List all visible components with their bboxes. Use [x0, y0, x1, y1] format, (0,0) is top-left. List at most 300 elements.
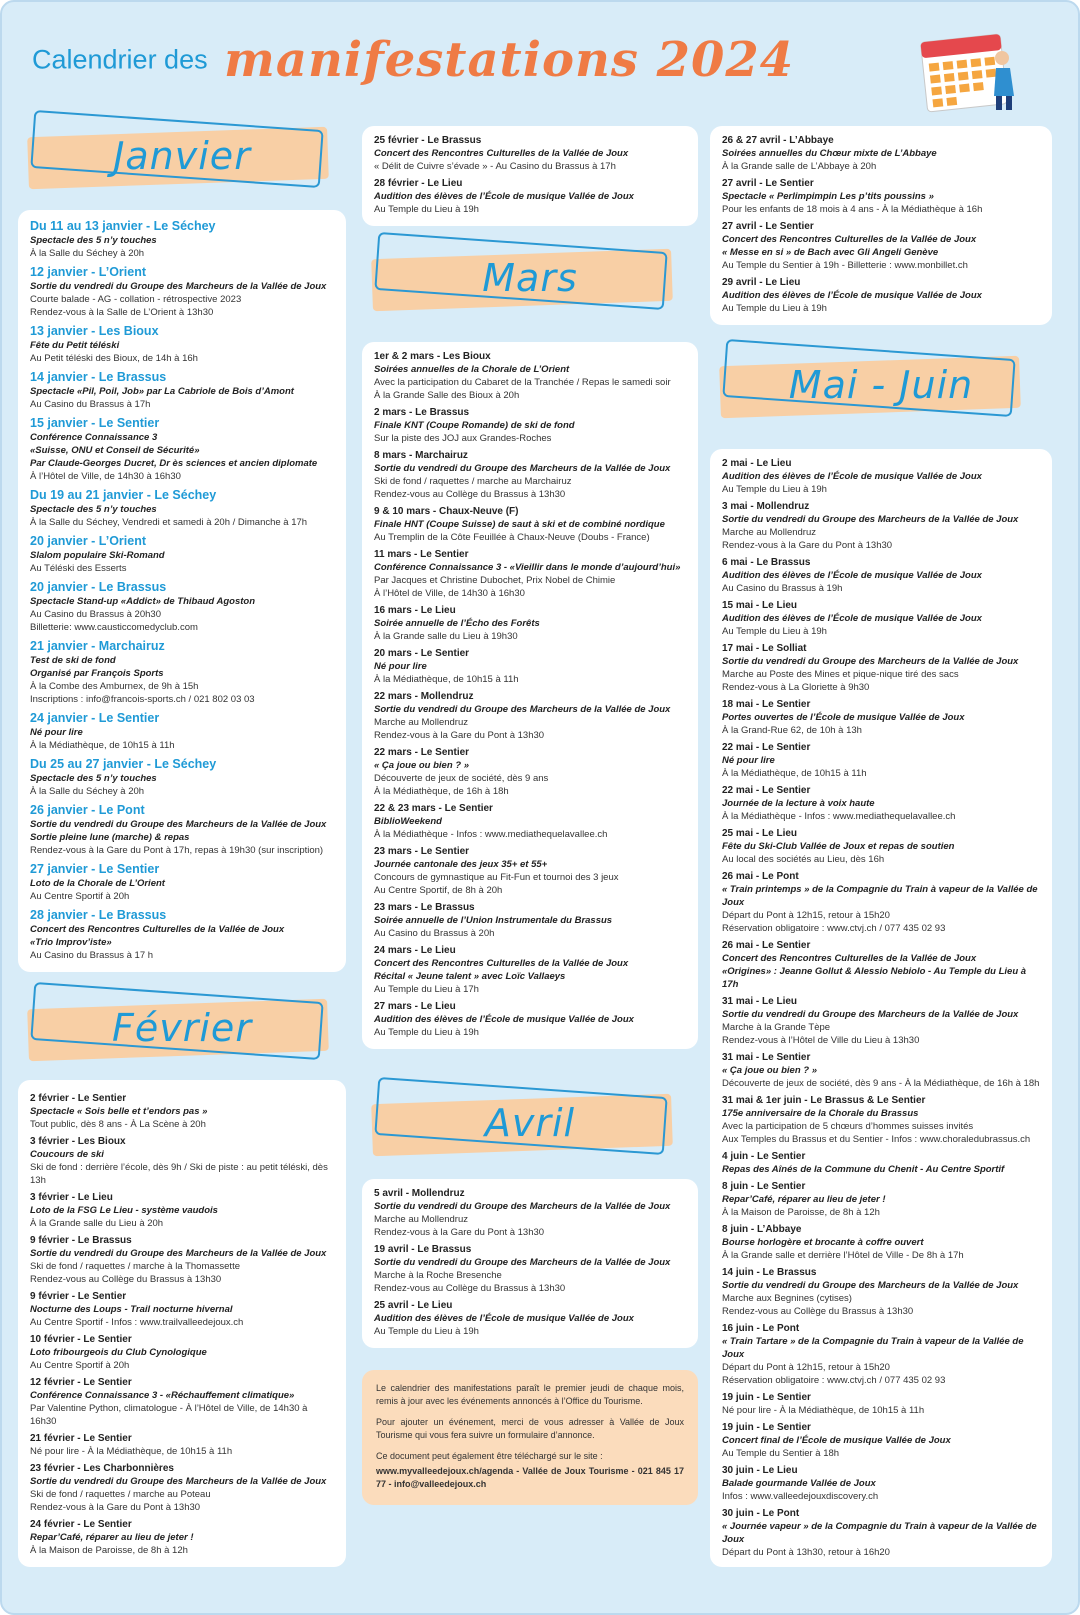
event-date: 23 mars - Le Brassus	[374, 902, 475, 913]
event-date: 26 mai - Le Sentier	[722, 940, 811, 951]
event-date: 11 mars - Le Sentier	[374, 549, 469, 560]
event-detail: À l’Hôtel de Ville, de 14h30 à 16h30	[30, 471, 181, 482]
event-title: Balade gourmande Vallée de Joux	[722, 1478, 876, 1489]
event-date: 22 & 23 mars - Le Sentier	[374, 803, 493, 814]
event-detail: Au Casino du Brassus à 20h	[374, 928, 495, 939]
event-date: 31 mai - Le Lieu	[722, 996, 798, 1007]
event-title: Conférence Connaissance 3 - «Vieillir dans le monde d’aujourd’hui»	[374, 562, 681, 573]
event-detail: Au Temple du Lieu à 19h	[374, 204, 479, 215]
event-detail: Marche au Mollendruz	[374, 1214, 468, 1225]
event-title: Sortie pleine lune (marche) & repas	[30, 832, 190, 843]
event-detail: Par Jacques et Christine Dubochet, Prix Nobel de Chimie	[374, 575, 616, 586]
event-detail: Au Temple du Lieu à 19h	[722, 303, 827, 314]
event-title: « Messe en si » de Bach avec Gli Angeli Genève	[722, 247, 939, 258]
event-title: Fête du Ski-Club Vallée de Joux et repas de soutien	[722, 841, 955, 852]
event-detail: Au Petit téléski des Bioux, de 14h à 16h	[30, 353, 198, 364]
event-detail: Découverte de jeux de société, dès 9 ans - À la Médiathèque, de 16h à 18h	[722, 1078, 1040, 1089]
event-date: 27 avril - Le Sentier	[722, 178, 814, 189]
event-title: Spectacle des 5 n’y touches	[30, 235, 157, 246]
info-contacts: www.myvalleedejoux.ch/agenda - Vallée de Joux Tourisme - 021 845 17 77 - info@valleedejoux.ch	[376, 1466, 684, 1489]
event-detail: Ski de fond / raquettes / marche au Marchairuz	[374, 476, 572, 487]
event-detail: Tout public, dès 8 ans - À La Scène à 20h	[30, 1119, 206, 1130]
event-detail: Rendez-vous à la Salle de L’Orient à 13h30	[30, 307, 214, 318]
event-item	[374, 1243, 686, 1295]
event-date: 10 février - Le Sentier	[30, 1334, 132, 1345]
event-title: « Train Tartare » de la Compagnie du Train à vapeur de la Vallée de Joux	[722, 1336, 1024, 1360]
event-title: Audition des élèves de l’École de musique Vallée de Joux	[374, 191, 634, 202]
event-title: Spectacle des 5 n’y touches	[30, 504, 157, 515]
event-detail: À la Grande salle de L’Abbaye à 20h	[722, 161, 877, 172]
event-item	[722, 741, 1040, 780]
event-date: 29 avril - Le Lieu	[722, 277, 801, 288]
event-detail: Au Casino du Brassus à 20h30	[30, 609, 161, 620]
event-detail: À la Grande Salle des Bioux à 20h	[374, 390, 520, 401]
event-date: 4 juin - Le Sentier	[722, 1151, 806, 1162]
event-date: 15 mai - Le Lieu	[722, 600, 798, 611]
event-item	[722, 1391, 1040, 1417]
event-date: 20 janvier - L’Orient	[30, 534, 147, 548]
event-date: 26 janvier - Le Pont	[30, 803, 145, 817]
event-detail: À la Salle du Séchey, Vendredi et samedi à 20h / Dimanche à 17h	[30, 517, 308, 528]
event-detail: Né pour lire - À la Médiathèque, de 10h15 à 11h	[30, 1446, 233, 1457]
event-detail: Ski de fond / raquettes / marche au Poteau	[30, 1489, 211, 1500]
month-banner-mai-juin	[710, 339, 1052, 429]
event-title: Sortie du vendredi du Groupe des Marcheurs de la Vallée de Joux	[374, 1201, 671, 1212]
event-date: Du 11 au 13 janvier - Le Séchey	[30, 219, 216, 233]
event-detail: À la Médiathèque - Infos : www.mediathequelavallee.ch	[374, 829, 608, 840]
event-item	[722, 1464, 1040, 1503]
event-date: 24 mars - Le Lieu	[374, 945, 456, 956]
event-title: Slalom populaire Ski-Romand	[30, 550, 165, 561]
event-title: Audition des élèves de l’École de musique Vallée de Joux	[374, 1014, 634, 1025]
event-date: 3 mai - Mollendruz	[722, 501, 810, 512]
event-title: «Origines» : Jeanne Gollut & Alessio Nebiolo - Au Temple du Lieu à 17h	[722, 966, 1027, 990]
event-item	[30, 638, 334, 706]
event-title: Spectacle « Perlimpimpin Les p’tits poussins »	[722, 191, 934, 202]
event-title: Né pour lire	[374, 661, 427, 672]
event-date: 31 mai - Le Sentier	[722, 1052, 811, 1063]
event-item	[30, 756, 334, 798]
event-detail: Ski de fond : derrière l’école, dès 9h / Ski de piste : au petit téléski, dès 13h	[30, 1162, 328, 1186]
event-item	[722, 134, 1040, 173]
event-title: Audition des élèves de l’École de musique Vallée de Joux	[722, 613, 982, 624]
event-item	[722, 556, 1040, 595]
event-detail: Au Casino du Brassus à 17h	[30, 399, 151, 410]
event-date: 27 avril - Le Sentier	[722, 221, 814, 232]
event-detail: Au Temple du Lieu à 19h	[374, 1326, 479, 1337]
event-item	[722, 276, 1040, 315]
event-detail: Marche à la Roche Bresenche	[374, 1270, 502, 1281]
event-title: Finale KNT (Coupe Romande) de ski de fond	[374, 420, 575, 431]
event-detail: Au Casino du Brassus à 19h	[722, 583, 843, 594]
event-date: 25 mai - Le Lieu	[722, 828, 798, 839]
event-date: 22 mai - Le Sentier	[722, 785, 811, 796]
event-title: Sortie du vendredi du Groupe des Marcheurs de la Vallée de Joux	[722, 514, 1019, 525]
event-title: Soirée annuelle de l’Écho des Forêts	[374, 618, 540, 629]
event-detail: À la Salle du Séchey à 20h	[30, 248, 145, 259]
event-date: 17 mai - Le Solliat	[722, 643, 807, 654]
event-title: Concert des Rencontres Culturelles de la Vallée de Joux	[374, 958, 629, 969]
event-detail: Départ du Pont à 13h30, retour à 16h20	[722, 1547, 890, 1558]
event-title: «Trio Improv’iste»	[30, 937, 112, 948]
event-detail: Au Temple du Lieu à 19h	[722, 626, 827, 637]
event-title: Né pour lire	[722, 755, 775, 766]
event-date: 16 juin - Le Pont	[722, 1323, 800, 1334]
column-3	[710, 126, 1052, 1567]
event-item	[374, 505, 686, 544]
event-date: 2 février - Le Sentier	[30, 1093, 127, 1104]
event-detail: Rendez-vous au Collège du Brassus à 13h30	[30, 1274, 222, 1285]
event-detail: Au Centre Sportif à 20h	[30, 1360, 130, 1371]
event-item	[30, 1135, 334, 1187]
event-date: 15 janvier - Le Sentier	[30, 416, 160, 430]
event-detail: Courte balade - AG - collation - rétrospective 2023	[30, 294, 242, 305]
event-title: 175e anniversaire de la Chorale du Brassus	[722, 1108, 919, 1119]
event-item	[374, 134, 686, 173]
event-item	[30, 1333, 334, 1372]
event-date: 19 juin - Le Sentier	[722, 1392, 811, 1403]
event-date: 3 février - Les Bioux	[30, 1136, 126, 1147]
event-detail: Aux Temples du Brassus et du Sentier - Infos : www.choraledubrassus.ch	[722, 1134, 1031, 1145]
event-detail: Rendez-vous à la Gare du Pont à 13h30	[374, 1227, 545, 1238]
event-item	[30, 218, 334, 260]
event-date: 19 juin - Le Sentier	[722, 1422, 811, 1433]
event-title: Soirées annuelles du Chœur mixte de L’Abbaye	[722, 148, 937, 159]
event-item	[722, 1421, 1040, 1460]
event-detail: À la Maison de Paroisse, de 8h à 12h	[30, 1545, 188, 1556]
event-date: 27 mars - Le Lieu	[374, 1001, 456, 1012]
event-detail: Au Temple du Sentier à 18h	[722, 1448, 840, 1459]
event-detail: Sur la piste des JOJ aux Grandes-Roches	[374, 433, 552, 444]
event-date: 26 & 27 avril - L’Abbaye	[722, 135, 834, 146]
event-title: « Train printemps » de la Compagnie du Train à vapeur de la Vallée de Joux	[722, 884, 1038, 908]
event-date: 20 mars - Le Sentier	[374, 648, 470, 659]
event-date: 9 février - Le Brassus	[30, 1235, 132, 1246]
event-detail: Au Temple du Sentier à 19h - Billetterie : www.monbillet.ch	[722, 260, 968, 271]
info-paragraph: Ce document peut également être téléchargé sur le site :	[376, 1451, 603, 1461]
event-item	[722, 939, 1040, 991]
event-detail: À la Grande salle et derrière l’Hôtel de Ville - De 8h à 17h	[722, 1250, 964, 1261]
event-item	[374, 604, 686, 643]
event-item	[374, 350, 686, 402]
event-item	[722, 220, 1040, 272]
event-item	[374, 690, 686, 742]
event-title: Né pour lire	[30, 727, 83, 738]
event-detail: Au Temple du Lieu à 17h	[374, 984, 479, 995]
event-date: 3 février - Le Lieu	[30, 1192, 113, 1203]
event-title: Sortie du vendredi du Groupe des Marcheurs de la Vallée de Joux	[722, 1009, 1019, 1020]
event-detail: Concours de gymnastique au Fit-Fun et tournoi des 3 jeux	[374, 872, 619, 883]
event-item	[30, 802, 334, 857]
event-item	[374, 548, 686, 600]
event-date: 1er & 2 mars - Les Bioux	[374, 351, 491, 362]
event-detail: Marche aux Begnines (cytises)	[722, 1293, 852, 1304]
event-date: 26 mai - Le Pont	[722, 871, 799, 882]
month-title: Avril	[484, 1101, 576, 1145]
event-date: 5 avril - Mollendruz	[374, 1188, 465, 1199]
event-title: Loto de la Chorale de L’Orient	[30, 878, 165, 889]
event-item	[30, 533, 334, 575]
event-detail: Billetterie: www.causticcomedyclub.com	[30, 622, 198, 633]
event-date: 8 juin - Le Sentier	[722, 1181, 806, 1192]
event-item	[30, 369, 334, 411]
event-date: 13 janvier - Les Bioux	[30, 324, 159, 338]
event-title: Concert des Rencontres Culturelles de la Vallée de Joux	[722, 234, 977, 245]
event-item	[722, 784, 1040, 823]
month-banner-avril	[362, 1077, 698, 1167]
event-detail: À l’Hôtel de Ville, de 14h30 à 16h30	[374, 588, 525, 599]
event-title: Spectacle des 5 n’y touches	[30, 773, 157, 784]
event-title: Sortie du vendredi du Groupe des Marcheurs de la Vallée de Joux	[30, 281, 327, 292]
event-detail: Au Centre Sportif à 20h	[30, 891, 130, 902]
event-detail: Par Valentine Python, climatologue - À l’Hôtel de Ville, de 14h30 à 16h30	[30, 1403, 308, 1427]
event-title: Spectacle Stand-up «Addict» de Thibaud Agoston	[30, 596, 256, 607]
info-box	[362, 1370, 698, 1505]
event-detail: Au Tremplin de la Côte Feuillée à Chaux-Neuve (Doubs - France)	[374, 532, 650, 543]
event-date: 14 juin - Le Brassus	[722, 1267, 817, 1278]
event-detail: Rendez-vous au Collège du Brassus à 13h30	[374, 1283, 566, 1294]
event-detail: Marche au Mollendruz	[374, 717, 468, 728]
event-detail: Né pour lire - À la Médiathèque, de 10h15 à 11h	[722, 1405, 925, 1416]
event-date: 28 février - Le Lieu	[374, 178, 463, 189]
event-title: Concert des Rencontres Culturelles de la Vallée de Joux	[374, 148, 629, 159]
event-title: Repar’Café, réparer au lieu de jeter !	[722, 1194, 886, 1205]
event-title: Sortie du vendredi du Groupe des Marcheurs de la Vallée de Joux	[374, 704, 671, 715]
event-item	[374, 406, 686, 445]
month-banner-fevrier	[18, 982, 346, 1072]
calendar-illustration-icon	[914, 24, 1054, 116]
event-date: 9 février - Le Sentier	[30, 1291, 127, 1302]
event-detail: Avec la participation de 5 chœurs d’hommes suisses invités	[722, 1121, 974, 1132]
event-detail: Rendez-vous au Collège du Brassus à 13h30	[722, 1306, 914, 1317]
event-detail: À la Médiathèque, de 10h15 à 11h	[374, 674, 519, 685]
event-date: 25 avril - Le Lieu	[374, 1300, 453, 1311]
event-title: Sortie du vendredi du Groupe des Marcheurs de la Vallée de Joux	[30, 1248, 327, 1259]
event-title: Concert final de l’École de musique Vallée de Joux	[722, 1435, 951, 1446]
event-date: 24 février - Le Sentier	[30, 1519, 132, 1530]
event-detail: Au Casino du Brassus à 17 h	[30, 950, 154, 961]
event-title: « Ça joue ou bien ? »	[722, 1065, 818, 1076]
event-date: 21 janvier - Marchairuz	[30, 639, 165, 653]
events-card-mars	[362, 342, 698, 1049]
month-title: Février	[112, 1006, 252, 1050]
event-date: 18 mai - Le Sentier	[722, 699, 811, 710]
event-item	[30, 415, 334, 483]
event-item	[30, 907, 334, 962]
event-detail: Pour les enfants de 18 mois à 4 ans - À la Médiathèque à 16h	[722, 204, 983, 215]
event-detail: À la Médiathèque - Infos : www.mediathequelavallee.ch	[722, 811, 956, 822]
event-title: Sortie du vendredi du Groupe des Marcheurs de la Vallée de Joux	[30, 1476, 327, 1487]
event-detail: À la Grande salle du Lieu à 19h30	[374, 631, 518, 642]
event-item	[722, 1180, 1040, 1219]
event-date: 22 mars - Le Sentier	[374, 747, 470, 758]
event-date: 27 janvier - Le Sentier	[30, 862, 160, 876]
event-item	[30, 1290, 334, 1329]
event-title: Spectacle «Pil, Poil, Job» par La Cabriole de Bois d’Amont	[30, 386, 294, 397]
event-item	[722, 1094, 1040, 1146]
event-date: 20 janvier - Le Brassus	[30, 580, 167, 594]
event-date: 23 février - Les Charbonnières	[30, 1463, 174, 1474]
event-item	[722, 642, 1040, 694]
column-1	[18, 110, 346, 1567]
event-detail: Rendez-vous à La Gloriette à 9h30	[722, 682, 870, 693]
event-detail: Marche au Poste des Mines et pique-nique tiré des sacs	[722, 669, 959, 680]
event-date: 2 mai - Le Lieu	[722, 458, 792, 469]
event-title: Loto de la FSG Le Lieu - système vaudois	[30, 1205, 218, 1216]
event-detail: Ski de fond / raquettes / marche à la Thomassette	[30, 1261, 240, 1272]
event-detail: Réservation obligatoire : www.ctvj.ch / 077 435 02 93	[722, 923, 946, 934]
event-item	[374, 1187, 686, 1239]
event-item	[30, 1432, 334, 1458]
event-date: 22 mai - Le Sentier	[722, 742, 811, 753]
month-title: Mai - Juin	[788, 363, 974, 407]
event-item	[722, 1266, 1040, 1318]
event-title: Sortie du vendredi du Groupe des Marcheurs de la Vallée de Joux	[374, 1257, 671, 1268]
event-item	[30, 861, 334, 903]
event-title: « Ça joue ou bien ? »	[374, 760, 470, 771]
event-title: Nocturne des Loups - Trail nocturne hivernal	[30, 1304, 233, 1315]
event-detail: À la Grande salle du Lieu à 20h	[30, 1218, 164, 1229]
info-paragraph: Pour ajouter un événement, merci de vous adresser à Vallée de Joux Tourisme qui vous fera suivre un formulaire d’annonce.	[376, 1417, 684, 1440]
event-item	[30, 1518, 334, 1557]
event-date: 12 février - Le Sentier	[30, 1377, 132, 1388]
event-date: Du 25 au 27 janvier - Le Séchey	[30, 757, 217, 771]
event-date: 2 mars - Le Brassus	[374, 407, 470, 418]
page-title	[32, 32, 794, 92]
event-detail: Au Centre Sportif - Infos : www.trailvalleedejoux.ch	[30, 1317, 244, 1328]
events-card-fevrier-cont	[362, 126, 698, 226]
event-date: 21 février - Le Sentier	[30, 1433, 132, 1444]
event-title: «Suisse, ONU et Conseil de Sécurité»	[30, 445, 200, 456]
event-title: Conférence Connaissance 3	[30, 432, 158, 443]
event-item	[30, 1191, 334, 1230]
events-card-janvier	[18, 210, 346, 972]
event-item	[722, 500, 1040, 552]
events-card-fevrier	[18, 1080, 346, 1567]
month-banner-janvier	[18, 110, 346, 200]
event-item	[30, 710, 334, 752]
event-title: Soirées annuelles de la Chorale de L’Orient	[374, 364, 570, 375]
title-part1: Calendrier des	[32, 44, 208, 75]
event-date: 25 février - Le Brassus	[374, 135, 482, 146]
event-date: 6 mai - Le Brassus	[722, 557, 811, 568]
column-2	[362, 126, 698, 1505]
event-item	[722, 177, 1040, 216]
event-title: Portes ouvertes de l’École de musique Vallée de Joux	[722, 712, 965, 723]
event-item	[374, 177, 686, 216]
event-title: Fête du Petit téléski	[30, 340, 120, 351]
event-date: 12 janvier - L’Orient	[30, 265, 147, 279]
event-item	[722, 870, 1040, 935]
event-detail: Départ du Pont à 12h15, retour à 15h20	[722, 1362, 890, 1373]
title-part2: manifestations 2024	[224, 32, 795, 88]
event-detail: À la Médiathèque, de 16h à 18h	[374, 786, 509, 797]
event-detail: À la Salle du Séchey à 20h	[30, 786, 145, 797]
events-card-avril	[362, 1179, 698, 1348]
event-detail: À la Combe des Amburnex, de 9h à 15h	[30, 681, 199, 692]
events-card-mai-juin	[710, 449, 1052, 1567]
event-title: Par Claude-Georges Ducret, Dr ès sciences et ancien diplomate	[30, 458, 318, 469]
event-detail: Départ du Pont à 12h15, retour à 15h20	[722, 910, 890, 921]
event-detail: À la Médiathèque, de 10h15 à 11h	[722, 768, 867, 779]
event-title: Audition des élèves de l’École de musique Vallée de Joux	[722, 570, 982, 581]
event-detail: Inscriptions : info@francois-sports.ch / 021 802 03 03	[30, 694, 255, 705]
event-title: Finale HNT (Coupe Suisse) de saut à ski et de combiné nordique	[374, 519, 665, 530]
event-item	[374, 1000, 686, 1039]
event-title: Repas des Aînés de la Commune du Chenit - Au Centre Sportif	[722, 1164, 1005, 1175]
event-detail: Découverte de jeux de société, dès 9 ans	[374, 773, 549, 784]
event-item	[374, 845, 686, 897]
event-item	[30, 579, 334, 634]
event-date: 16 mars - Le Lieu	[374, 605, 456, 616]
event-detail: Rendez-vous à la Gare du Pont à 13h30	[374, 730, 545, 741]
event-detail: Avec la participation du Cabaret de la Tranchée / Repas le samedi soir	[374, 377, 671, 388]
event-item	[722, 995, 1040, 1047]
event-detail: « Délit de Cuivre s’évade » - Au Casino du Brassus à 17h	[374, 161, 616, 172]
event-item	[30, 1376, 334, 1428]
event-item	[722, 1322, 1040, 1387]
event-date: 14 janvier - Le Brassus	[30, 370, 167, 384]
event-date: Du 19 au 21 janvier - Le Séchey	[30, 488, 217, 502]
event-title: Bourse horlogère et brocante à coffre ouvert	[722, 1237, 924, 1248]
event-item	[374, 944, 686, 996]
event-item	[722, 1051, 1040, 1090]
month-title: Janvier	[113, 134, 251, 178]
event-detail: Marche au Mollendruz	[722, 527, 816, 538]
event-detail: Au Centre Sportif, de 8h à 20h	[374, 885, 503, 896]
event-date: 22 mars - Mollendruz	[374, 691, 474, 702]
event-item	[30, 1462, 334, 1514]
events-card-avril-cont	[710, 126, 1052, 325]
event-title: Concert des Rencontres Culturelles de la Vallée de Joux	[30, 924, 285, 935]
event-title: Sortie du vendredi du Groupe des Marcheurs de la Vallée de Joux	[374, 463, 671, 474]
event-item	[722, 457, 1040, 496]
event-title: Audition des élèves de l’École de musique Vallée de Joux	[722, 471, 982, 482]
event-item	[30, 1234, 334, 1286]
event-title: BiblioWeekend	[374, 816, 442, 827]
event-title: Audition des élèves de l’École de musique Vallée de Joux	[722, 290, 982, 301]
event-detail: À la Maison de Paroisse, de 8h à 12h	[722, 1207, 880, 1218]
event-item	[30, 264, 334, 319]
event-detail: Au Temple du Lieu à 19h	[374, 1027, 479, 1038]
event-item	[374, 449, 686, 501]
event-title: Repar’Café, réparer au lieu de jeter !	[30, 1532, 194, 1543]
event-date: 9 & 10 mars - Chaux-Neuve (F)	[374, 506, 519, 517]
event-date: 31 mai & 1er juin - Le Brassus & Le Sentier	[722, 1095, 926, 1106]
event-detail: Rendez-vous au Collège du Brassus à 13h30	[374, 489, 566, 500]
event-title: Test de ski de fond	[30, 655, 116, 666]
event-item	[374, 802, 686, 841]
event-title: Loto fribourgeois du Club Cynologique	[30, 1347, 207, 1358]
event-item	[722, 1507, 1040, 1559]
event-item	[374, 746, 686, 798]
event-title: Spectacle « Sois belle et t’endors pas »	[30, 1106, 208, 1117]
event-detail: Au Temple du Lieu à 19h	[722, 484, 827, 495]
event-title: Journée de la lecture à voix haute	[722, 798, 875, 809]
event-date: 8 mars - Marchairuz	[374, 450, 468, 461]
event-title: Soirée annuelle de l’Union Instrumentale du Brassus	[374, 915, 613, 926]
event-date: 24 janvier - Le Sentier	[30, 711, 160, 725]
month-banner-mars	[362, 232, 698, 322]
event-item	[722, 1150, 1040, 1176]
event-title: Sortie du vendredi du Groupe des Marcheurs de la Vallée de Joux	[722, 656, 1019, 667]
event-title: Récital « Jeune talent » avec Loïc Vallaeys	[374, 971, 566, 982]
event-detail: À la Grand-Rue 62, de 10h à 13h	[722, 725, 862, 736]
event-item	[722, 599, 1040, 638]
event-title: Concert des Rencontres Culturelles de la Vallée de Joux	[722, 953, 977, 964]
event-title: « Journée vapeur » de la Compagnie du Train à vapeur de la Vallée de Joux	[722, 1521, 1037, 1545]
event-title: Sortie du vendredi du Groupe des Marcheurs de la Vallée de Joux	[722, 1280, 1019, 1291]
